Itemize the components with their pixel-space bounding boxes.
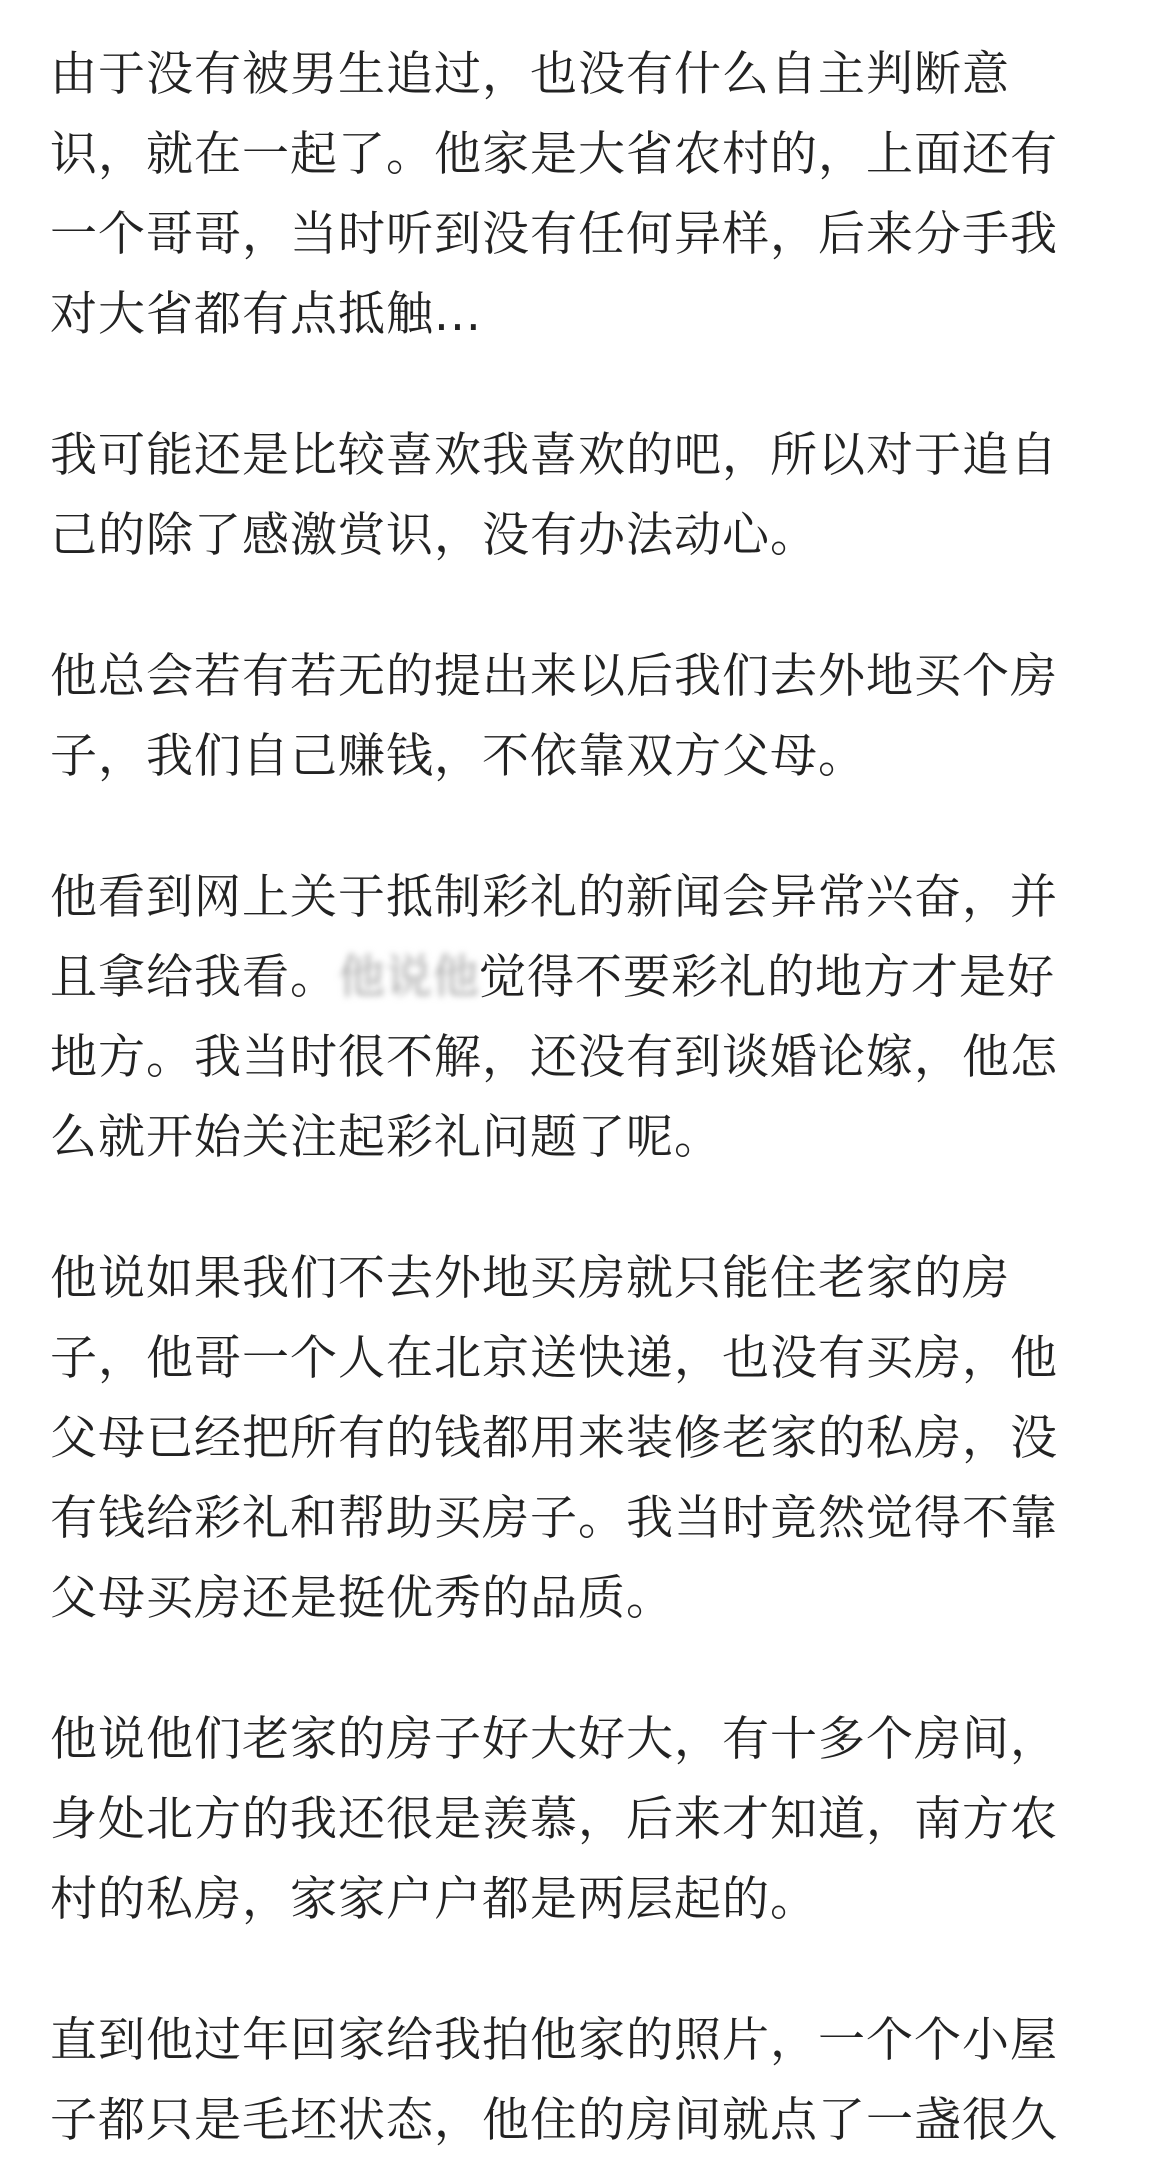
text-line: 村的私房，家家户户都是两层起的。: [50, 1872, 818, 1927]
paragraph-6: [50, 1700, 1126, 1940]
text-line: 子，我们自己赚钱，不依靠双方父母。: [50, 729, 866, 784]
text-line: 直到他过年回家给我拍他家的照片，一个个小屋: [50, 2013, 1058, 2068]
text-line: 对大省都有点抵触...: [50, 287, 482, 342]
text-line: 他看到网上关于抵制彩礼的新闻会异常兴奋，并: [50, 870, 1058, 925]
text-line-with-blur: [50, 938, 1126, 1018]
text-line: 身处北方的我还很是羡慕，后来才知道，南方农: [50, 1792, 1058, 1847]
text-line: 他总会若有若无的提出来以后我们去外地买个房: [50, 649, 1058, 704]
text-segment: 觉得不要彩礼的地方才是好: [479, 950, 1055, 1005]
text-line: 子都只是毛坯状态，他住的房间就点了一盏很久: [50, 2093, 1058, 2148]
text-segment: 且拿给我看。: [50, 950, 338, 1005]
text-line: 识，就在一起了。他家是大省农村的，上面还有: [50, 127, 1058, 182]
paragraph-2: [50, 416, 1126, 576]
text-line: 子，他哥一个人在北京送快递，也没有买房，他: [50, 1331, 1058, 1386]
blurred-text: 他说他: [338, 950, 479, 1005]
paragraph-4: [50, 858, 1126, 1178]
text-line: 父母买房还是挺优秀的品质。: [50, 1571, 674, 1626]
paragraph-5: [50, 1239, 1126, 1639]
text-line: 我可能还是比较喜欢我喜欢的吧，所以对于追自: [50, 428, 1058, 483]
text-line: 他说他们老家的房子好大好大，有十多个房间，: [50, 1712, 1058, 1767]
paragraph-3: [50, 637, 1126, 797]
text-line: 一个哥哥，当时听到没有任何异样，后来分手我: [50, 207, 1058, 262]
text-line: 么就开始关注起彩礼问题了呢。: [50, 1110, 722, 1165]
text-line: 有钱给彩礼和帮助买房子。我当时竟然觉得不靠: [50, 1491, 1058, 1546]
text-line: 父母已经把所有的钱都用来装修老家的私房，没: [50, 1411, 1058, 1466]
text-line: 由于没有被男生追过，也没有什么自主判断意: [50, 47, 1010, 102]
text-line: 他说如果我们不去外地买房就只能住老家的房: [50, 1251, 1010, 1306]
post-body: [50, 0, 1126, 2148]
text-line: 地方。我当时很不解，还没有到谈婚论嫁，他怎: [50, 1030, 1058, 1085]
text-line: 己的除了感激赏识，没有办法动心。: [50, 508, 818, 563]
paragraph-1: [50, 35, 1126, 355]
paragraph-7: [50, 2001, 1126, 2161]
